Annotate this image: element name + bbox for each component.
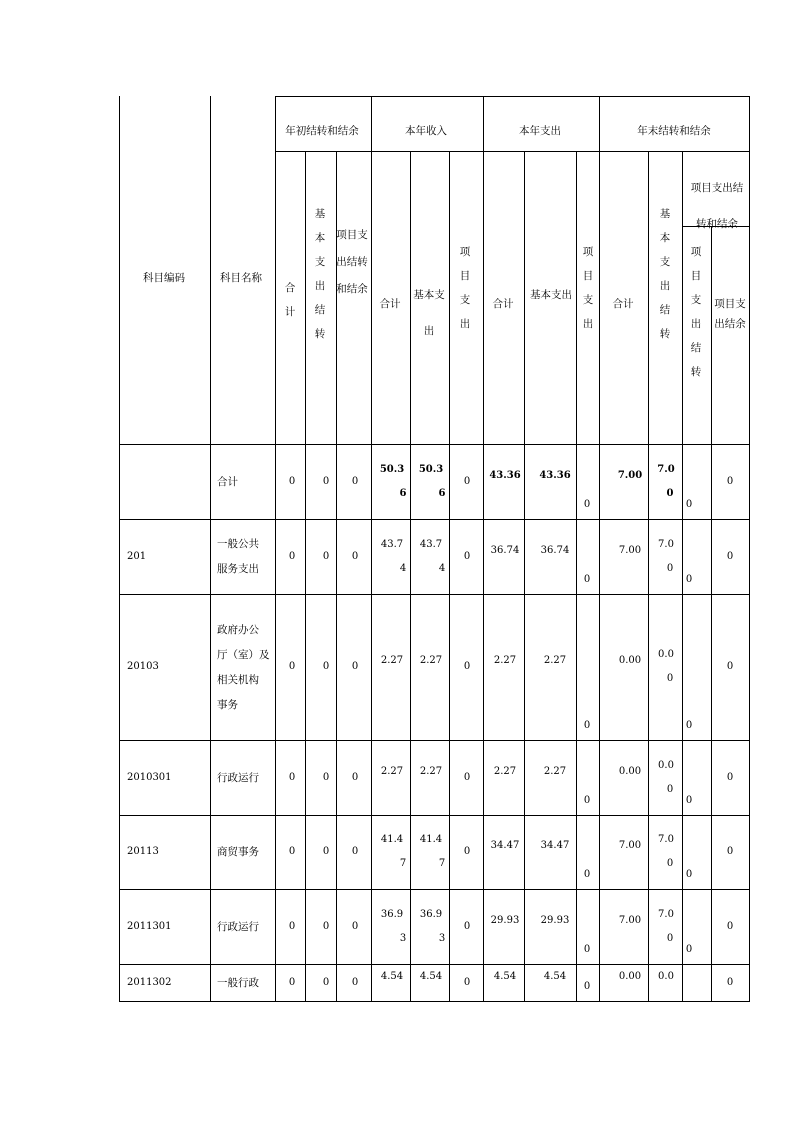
value-cell: 0	[666, 858, 674, 869]
header-closing-total: 合计	[612, 298, 634, 310]
subject-code-cell: 20103	[127, 661, 159, 672]
value-cell: 0	[463, 475, 471, 487]
value-cell: 50.3	[379, 463, 405, 475]
header-subject-code: 科目编码	[143, 272, 185, 284]
value-cell: 29.93	[490, 914, 520, 926]
header-opening-project: 项目支出结转和结余	[336, 229, 368, 295]
header-opening-basic: 基 本 支 出 结 转	[314, 208, 326, 340]
subject-name-cell: 一般公共	[217, 538, 259, 550]
value-cell: 6	[399, 487, 407, 499]
value-cell: 34.47	[490, 840, 520, 851]
value-cell: 7	[438, 858, 446, 869]
value-cell: 29.93	[540, 914, 570, 926]
value-cell: 36.9	[419, 908, 443, 920]
value-cell: 0	[726, 550, 734, 562]
value-cell: 0	[463, 550, 471, 562]
value-cell: 36.9	[380, 908, 404, 920]
subject-name-cell: 政府办公	[217, 623, 259, 636]
value-cell: 7.0	[658, 908, 674, 920]
subject-name-cell: 相关机构	[217, 673, 259, 686]
value-cell: 0	[726, 846, 734, 857]
value-cell: 43.36	[539, 469, 571, 481]
value-cell: 41.4	[380, 834, 404, 845]
value-cell: 41.4	[419, 834, 443, 845]
value-cell: 3	[438, 932, 446, 944]
subject-code-cell: 2011301	[127, 920, 172, 932]
header-closing-project-carry: 项 目 支 出 结 转	[690, 246, 702, 378]
header-closing-project-balance: 项目支出结余	[714, 298, 746, 330]
subject-code-cell: 201	[127, 550, 147, 562]
value-cell: 0	[685, 944, 693, 955]
header-expense-basic: 基本支出	[530, 289, 572, 301]
value-cell: 7.00	[617, 469, 643, 481]
value-cell: 0	[322, 846, 330, 857]
value-cell: 4	[399, 562, 407, 574]
value-cell: 7.00	[618, 914, 642, 926]
value-cell: 0	[288, 920, 296, 932]
value-cell: 43.7	[419, 538, 443, 550]
value-cell: 4.54	[419, 970, 443, 982]
value-cell: 0.00	[618, 655, 642, 666]
subject-name-cell: 商贸事务	[217, 846, 259, 858]
value-cell: 0	[288, 771, 296, 783]
value-cell: 7.0	[658, 538, 674, 550]
subject-code-cell: 20113	[127, 846, 159, 857]
value-cell: 4.54	[543, 970, 567, 982]
value-cell: 34.47	[540, 840, 570, 851]
value-cell: 0	[322, 771, 330, 783]
header-expense-project: 项 目 支 出	[582, 246, 594, 330]
value-cell: 4.54	[380, 970, 404, 982]
subject-name-cell: 合计	[217, 475, 238, 488]
value-cell: 7.0	[658, 834, 674, 845]
value-cell: 0	[726, 976, 734, 988]
value-cell: 0	[685, 499, 693, 510]
value-cell: 0	[351, 550, 359, 562]
header-project-carry-balance: 项目支出结转和结余	[690, 182, 744, 230]
header-closing-balance: 年末结转和结余	[637, 125, 711, 137]
value-cell: 2.27	[380, 765, 404, 777]
value-cell: 0	[583, 795, 591, 806]
value-cell: 0	[583, 720, 591, 731]
value-cell: 0.00	[618, 970, 642, 982]
subject-name-cell: 行政运行	[217, 920, 259, 933]
value-cell: 0	[463, 661, 471, 672]
value-cell: 0	[463, 771, 471, 783]
value-cell: 0	[288, 976, 296, 988]
value-cell: 7.0	[657, 463, 675, 475]
header-income-basic: 基本支出	[413, 289, 445, 337]
header-current-income: 本年收入	[405, 125, 447, 137]
value-cell: 0	[322, 475, 330, 487]
header-closing-basic: 基 本 支 出 结 转	[659, 208, 671, 340]
header-expense-total: 合计	[492, 298, 514, 310]
subject-name-cell: 厅（室）及	[217, 648, 270, 661]
value-cell: 6	[438, 487, 446, 499]
value-cell: 0	[288, 475, 296, 487]
value-cell: 3	[399, 932, 407, 944]
subject-code-cell: 2010301	[127, 771, 172, 783]
value-cell: 0.00	[618, 765, 642, 777]
value-cell: 0	[322, 976, 330, 988]
value-cell: 2.27	[419, 765, 443, 777]
value-cell: 0	[685, 574, 693, 585]
subject-name-cell: 事务	[217, 698, 238, 711]
header-opening-total: 合 计	[284, 282, 296, 318]
value-cell: 2.27	[419, 655, 443, 666]
value-cell: 2.27	[493, 655, 517, 666]
value-cell: 0	[322, 550, 330, 562]
value-cell: 0	[322, 920, 330, 932]
value-cell: 2.27	[543, 655, 567, 666]
value-cell: 0	[685, 869, 693, 880]
value-cell: 0	[351, 661, 359, 672]
value-cell: 0	[666, 673, 674, 684]
value-cell: 0	[288, 846, 296, 857]
value-cell: 0	[685, 795, 693, 806]
value-cell: 0	[463, 976, 471, 988]
subject-name-cell: 服务支出	[217, 563, 259, 575]
subject-name-cell: 行政运行	[217, 771, 259, 784]
value-cell: 0	[666, 783, 674, 795]
value-cell: 0	[351, 846, 359, 857]
value-cell: 0	[666, 487, 674, 499]
value-cell: 0.0	[658, 649, 674, 660]
header-income-project: 项 目 支 出	[459, 246, 471, 330]
value-cell: 0	[351, 976, 359, 988]
value-cell: 0	[351, 920, 359, 932]
value-cell: 0	[666, 562, 674, 574]
value-cell: 2.27	[493, 765, 517, 777]
value-cell: 36.74	[490, 544, 520, 556]
header-opening-balance: 年初结转和结余	[285, 125, 359, 137]
header-subject-name: 科目名称	[220, 272, 262, 284]
value-cell: 0	[322, 661, 330, 672]
value-cell: 0.0	[658, 759, 674, 771]
value-cell: 0	[685, 720, 693, 731]
value-cell: 0.0	[658, 970, 674, 982]
value-cell: 7.00	[618, 544, 642, 556]
value-cell: 0	[583, 981, 591, 992]
value-cell: 7	[399, 858, 407, 869]
header-current-expense: 本年支出	[519, 125, 561, 137]
value-cell: 0	[583, 499, 591, 510]
value-cell: 2.27	[380, 655, 404, 666]
subject-code-cell: 2011302	[127, 976, 172, 988]
value-cell: 4.54	[493, 970, 517, 982]
value-cell: 0	[726, 661, 734, 672]
value-cell: 0	[463, 920, 471, 932]
value-cell: 0	[666, 932, 674, 944]
value-cell: 0	[726, 771, 734, 783]
value-cell: 50.3	[418, 463, 444, 475]
value-cell: 0	[726, 920, 734, 932]
value-cell: 0	[351, 475, 359, 487]
value-cell: 4	[438, 562, 446, 574]
value-cell: 43.36	[489, 469, 521, 481]
header-income-total: 合计	[379, 298, 401, 310]
value-cell: 0	[288, 550, 296, 562]
value-cell: 0	[726, 475, 734, 487]
value-cell: 0	[583, 869, 591, 880]
value-cell: 0	[351, 771, 359, 783]
value-cell: 0	[583, 574, 591, 585]
value-cell: 2.27	[543, 765, 567, 777]
value-cell: 0	[463, 846, 471, 857]
value-cell: 36.74	[540, 544, 570, 556]
subject-name-cell: 一般行政	[217, 976, 259, 989]
value-cell: 43.7	[380, 538, 404, 550]
value-cell: 7.00	[618, 840, 642, 851]
value-cell: 0	[288, 661, 296, 672]
value-cell: 0	[583, 944, 591, 955]
